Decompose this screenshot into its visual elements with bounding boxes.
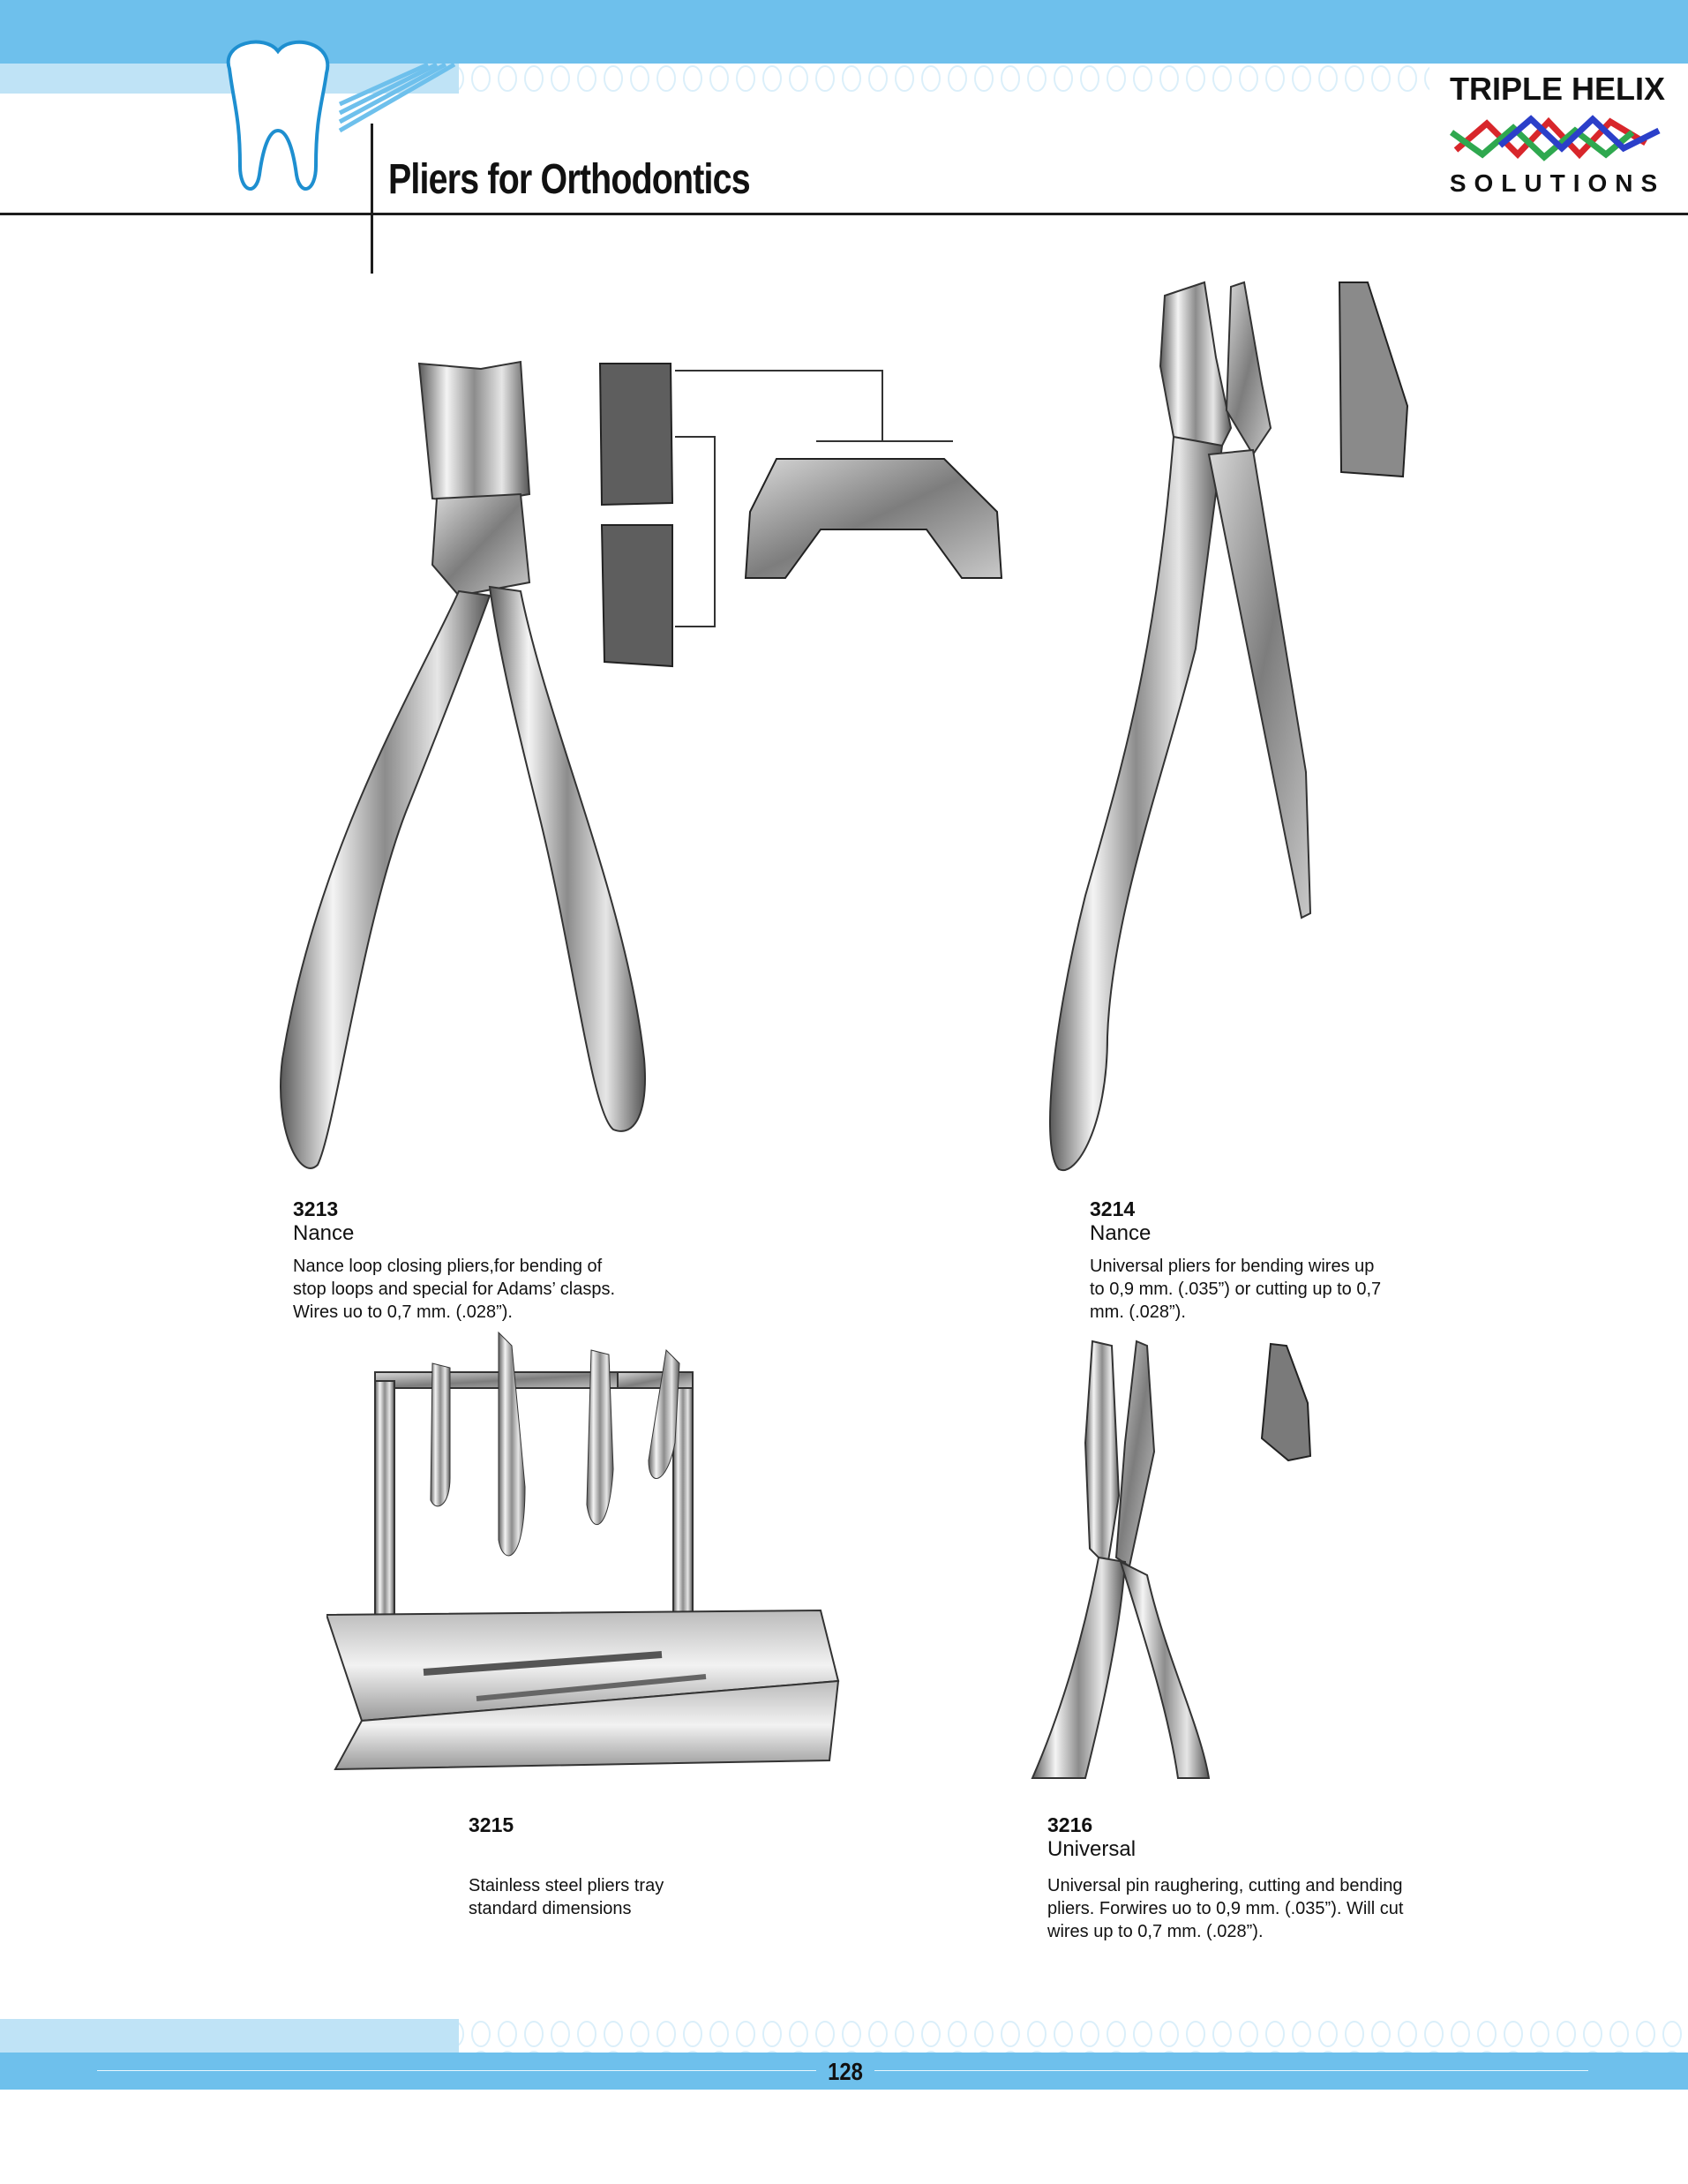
product-3214-card — [1090, 1197, 1478, 1324]
description-line: stop loops and special for Adams’ clasps. — [293, 1280, 616, 1299]
description-line: Nance loop closing pliers,for bending of — [293, 1257, 603, 1276]
page-title: Pliers for Orthodontics — [388, 156, 750, 203]
helix-logo-mark — [1447, 106, 1668, 168]
product-3216-image — [1024, 1337, 1324, 1782]
logo-line2: SOLUTIONS — [1449, 169, 1666, 197]
description-line: Stainless steel pliers tray — [469, 1876, 664, 1895]
product-3216-card — [1047, 1813, 1471, 1943]
product-name: Universal — [1047, 1837, 1137, 1861]
product-description — [293, 1255, 681, 1324]
product-description — [469, 1874, 857, 1920]
description-line: standard dimensions — [469, 1899, 632, 1918]
product-code: 3215 — [469, 1813, 514, 1836]
description-line: mm. (.028”). — [1090, 1302, 1186, 1322]
product-3215-image — [326, 1328, 847, 1787]
product-name: Nance — [293, 1221, 355, 1245]
product-name — [469, 1837, 857, 1862]
product-code: 3214 — [1090, 1197, 1136, 1220]
header-divider — [371, 124, 373, 274]
product-3215-card — [469, 1813, 857, 1920]
company-logo — [1443, 71, 1672, 203]
product-code: 3216 — [1047, 1813, 1093, 1836]
description-line: pliers. Forwires uo to 0,9 mm. (.035”). Will cut — [1047, 1899, 1404, 1918]
description-line: Universal pin raughering, cutting and bending — [1047, 1876, 1403, 1895]
product-description — [1090, 1255, 1478, 1324]
description-line: Wires uo to 0,7 mm. (.028”). — [293, 1302, 513, 1322]
footer-ring-pattern — [441, 2019, 1688, 2053]
header-stripes — [331, 60, 463, 139]
description-line: wires up to 0,7 mm. (.028”). — [1047, 1922, 1264, 1941]
header-ring-pattern — [441, 64, 1429, 94]
product-name: Nance — [1090, 1221, 1152, 1245]
header-rule — [0, 213, 1688, 215]
footer-light-band — [0, 2019, 459, 2053]
logo-line1: TRIPLE HELIX — [1449, 71, 1666, 107]
product-3214-image — [988, 278, 1447, 1187]
description-line: Universal pliers for bending wires up — [1090, 1257, 1375, 1276]
product-3213-image — [256, 353, 1015, 1191]
product-3213-card — [293, 1197, 681, 1324]
page-number: 128 — [828, 2058, 863, 2085]
product-description — [1047, 1874, 1471, 1943]
description-line: to 0,9 mm. (.035”) or cutting up to 0,7 — [1090, 1280, 1382, 1299]
product-code: 3213 — [293, 1197, 339, 1220]
tooth-icon — [212, 34, 344, 210]
